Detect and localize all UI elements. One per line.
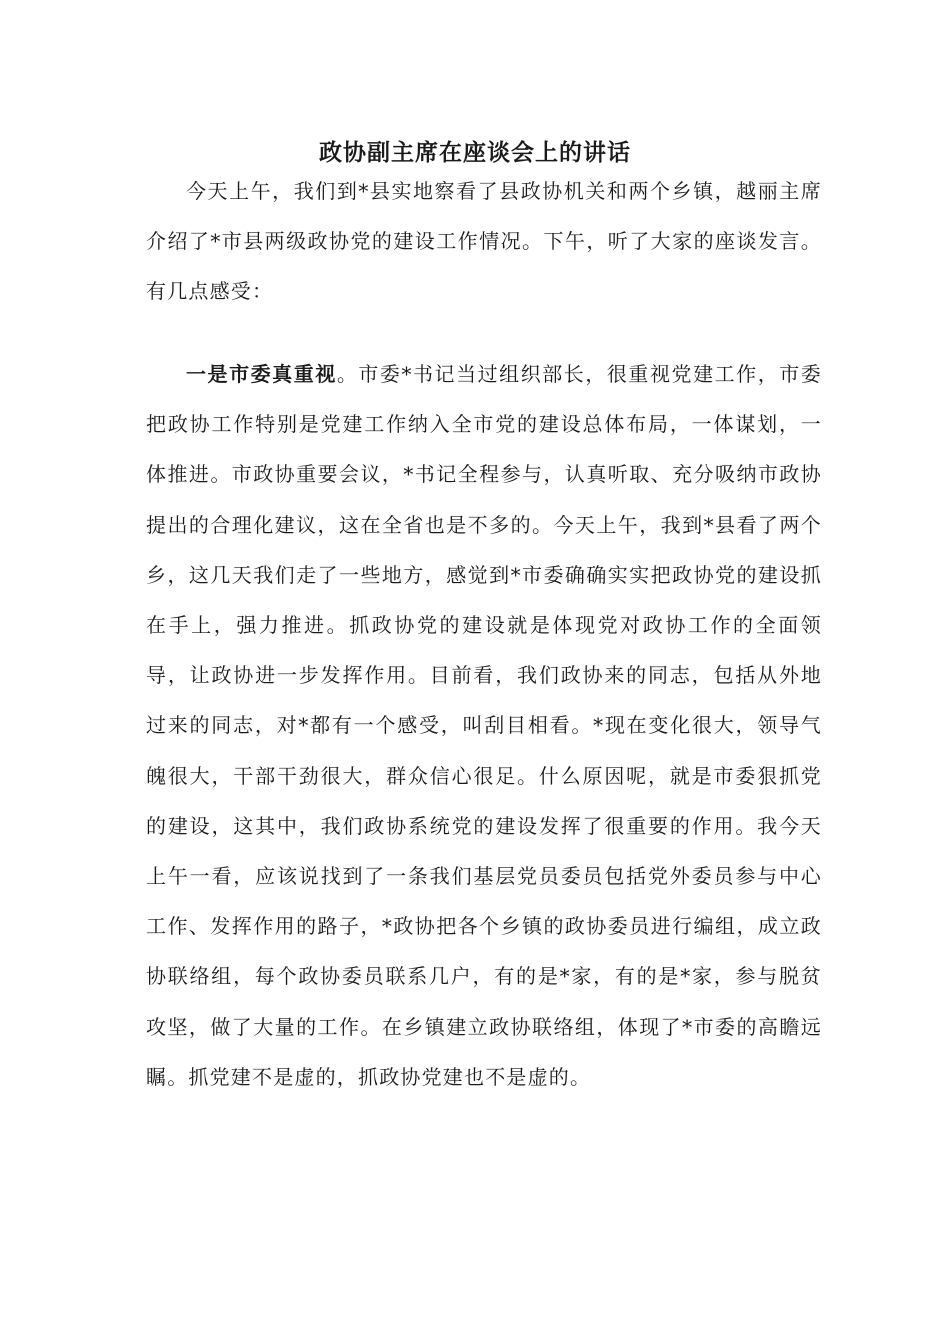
paragraph-point-one-text: 。市委*书记当过组织部长，很重视党建工作，市委把政协工作特别是党建工作纳入全市党的建设总体布局，一体谋划，一体推进。市政协重要会议，*书记全程参与，认真听取、充分吸纳市政协提出的合理化建议，这在全省也是不多的。今天上午，我到*县看了两个乡，这几天我们走了一些地方，感觉到*市委确确实实把政协党的建设抓在手上，强力推进。抓政协党的建设就是体现党对政协工作的全面领导，让政协进一步发挥作用。目前看，我们政协来的同志，包括从外地过来的同志，对*都有一个感受，叫刮目相看。*现在变化很大，领导气魄很大，干部干劲很大，群众信心很足。什么原因呢，就是市委狠抓党的建设，这其中，我们政协系统党的建设发挥了很重要的作用。我今天上午一看，应该说找到了一条我们基层党员委员包括党外委员参与中心工作、发挥作用的路子，*政协把各个乡镇的政协委员进行编组，成立政协联络组，每个政协委员联系几户，有的是*家，有的是*家，参与脱贫攻坚，做了大量的工作。在乡镇建立政协联络组，体现了*市委的高瞻远瞩。抓党建不是虚的，抓政协党建也不是虚的。	[146, 362, 822, 1089]
paragraph-point-one	[146, 349, 822, 1102]
document-title: 政协副主席在座谈会上的讲话	[319, 139, 631, 166]
paragraph-lead-heading: 一是市委真重视	[186, 362, 337, 386]
paragraph-intro-text: 今天上午，我们到*县实地察看了县政协机关和两个乡镇，越丽主席介绍了*市县两级政协党的建设工作情况。下午，听了大家的座谈发言。有几点感受：	[146, 179, 822, 304]
paragraph-intro	[146, 166, 822, 317]
